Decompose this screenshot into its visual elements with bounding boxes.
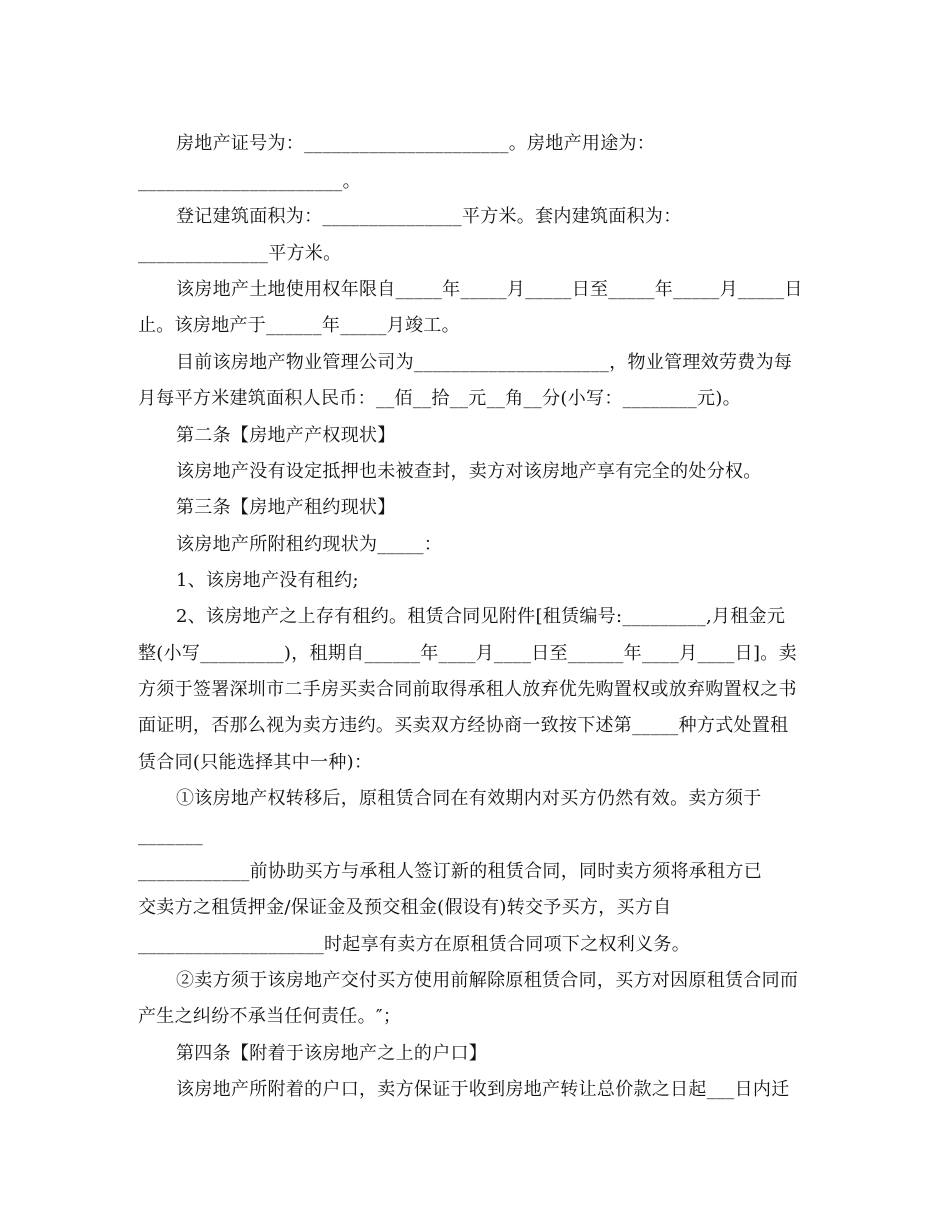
text-line-7: 目前该房地产物业管理公司为_____________________，物业管理效劳费为每	[176, 352, 793, 373]
text-line-23: ____________________时起享有卖方在原租赁合同项下之权利义务。	[138, 934, 690, 955]
text-line-4: ______________平方米。	[138, 243, 342, 264]
text-line-19: ①该房地产权转移后，原租赁合同在有效期内对买方仍然有效。卖方须于	[176, 788, 762, 809]
article-2-heading: 第二条【房地产产权现状】	[176, 425, 396, 446]
text-line-22: 交卖方之租赁押金/保证金及预交租金(假设有)转交予买方，买方自	[138, 897, 672, 918]
text-line-5: 该房地产土地使用权年限自_____年_____月_____日至_____年_____月_____日	[176, 279, 803, 300]
text-line-27: 该房地产所附着的户口，卖方保证于收到房地产转让总价款之日起___日内迁	[176, 1079, 790, 1100]
text-line-16: 方须于签署深圳市二手房买卖合同前取得承租人放弃优先购置权或放弃购置权之书	[138, 679, 797, 700]
article-3-heading: 第三条【房地产租约现状】	[176, 497, 396, 518]
article-4-heading: 第四条【附着于该房地产之上的户口】	[176, 1043, 488, 1064]
text-line-17: 面证明，否那么视为卖方违约。买卖双方经协商一致按下述第_____种方式处置租	[138, 715, 789, 736]
text-line-13: 1、该房地产没有租约;	[176, 570, 359, 591]
text-line-25: 产生之纠纷不承当任何责任。″；	[138, 1006, 402, 1027]
text-line-10: 该房地产没有设定抵押也未被查封，卖方对该房地产享有完全的处分权。	[176, 461, 762, 482]
text-line-15: 整(小写_________)，租期自______年____月____日至______年____月____日]。卖	[138, 643, 797, 664]
text-line-18: 赁合同(只能选择其中一种)：	[138, 752, 373, 773]
text-line-14: 2、该房地产之上存有租约。租赁合同见附件[租赁编号:_________,月租金元	[176, 606, 786, 627]
text-line-6: 止。该房地产于______年_____月竣工。	[138, 315, 460, 336]
text-line-3: 登记建筑面积为：_______________平方米。套内建筑面积为：	[176, 206, 682, 227]
text-line-24: ②卖方须于该房地产交付买方使用前解除原租赁合同，买方对因原租赁合同而	[176, 970, 799, 991]
text-line-20: _______	[138, 825, 204, 846]
text-line-1: 房地产证号为：______________________。房地产用途为：	[176, 133, 656, 154]
text-line-2: ______________________。	[138, 171, 361, 192]
text-line-21: ____________前协助买方与承租人签订新的租赁合同，同时卖方须将承租方已	[138, 861, 762, 882]
text-line-8: 月每平方米建筑面积人民币：__佰__拾__元__角__分(小写：________元)。	[138, 388, 741, 409]
text-line-12: 该房地产所附租约现状为_____：	[176, 534, 443, 555]
